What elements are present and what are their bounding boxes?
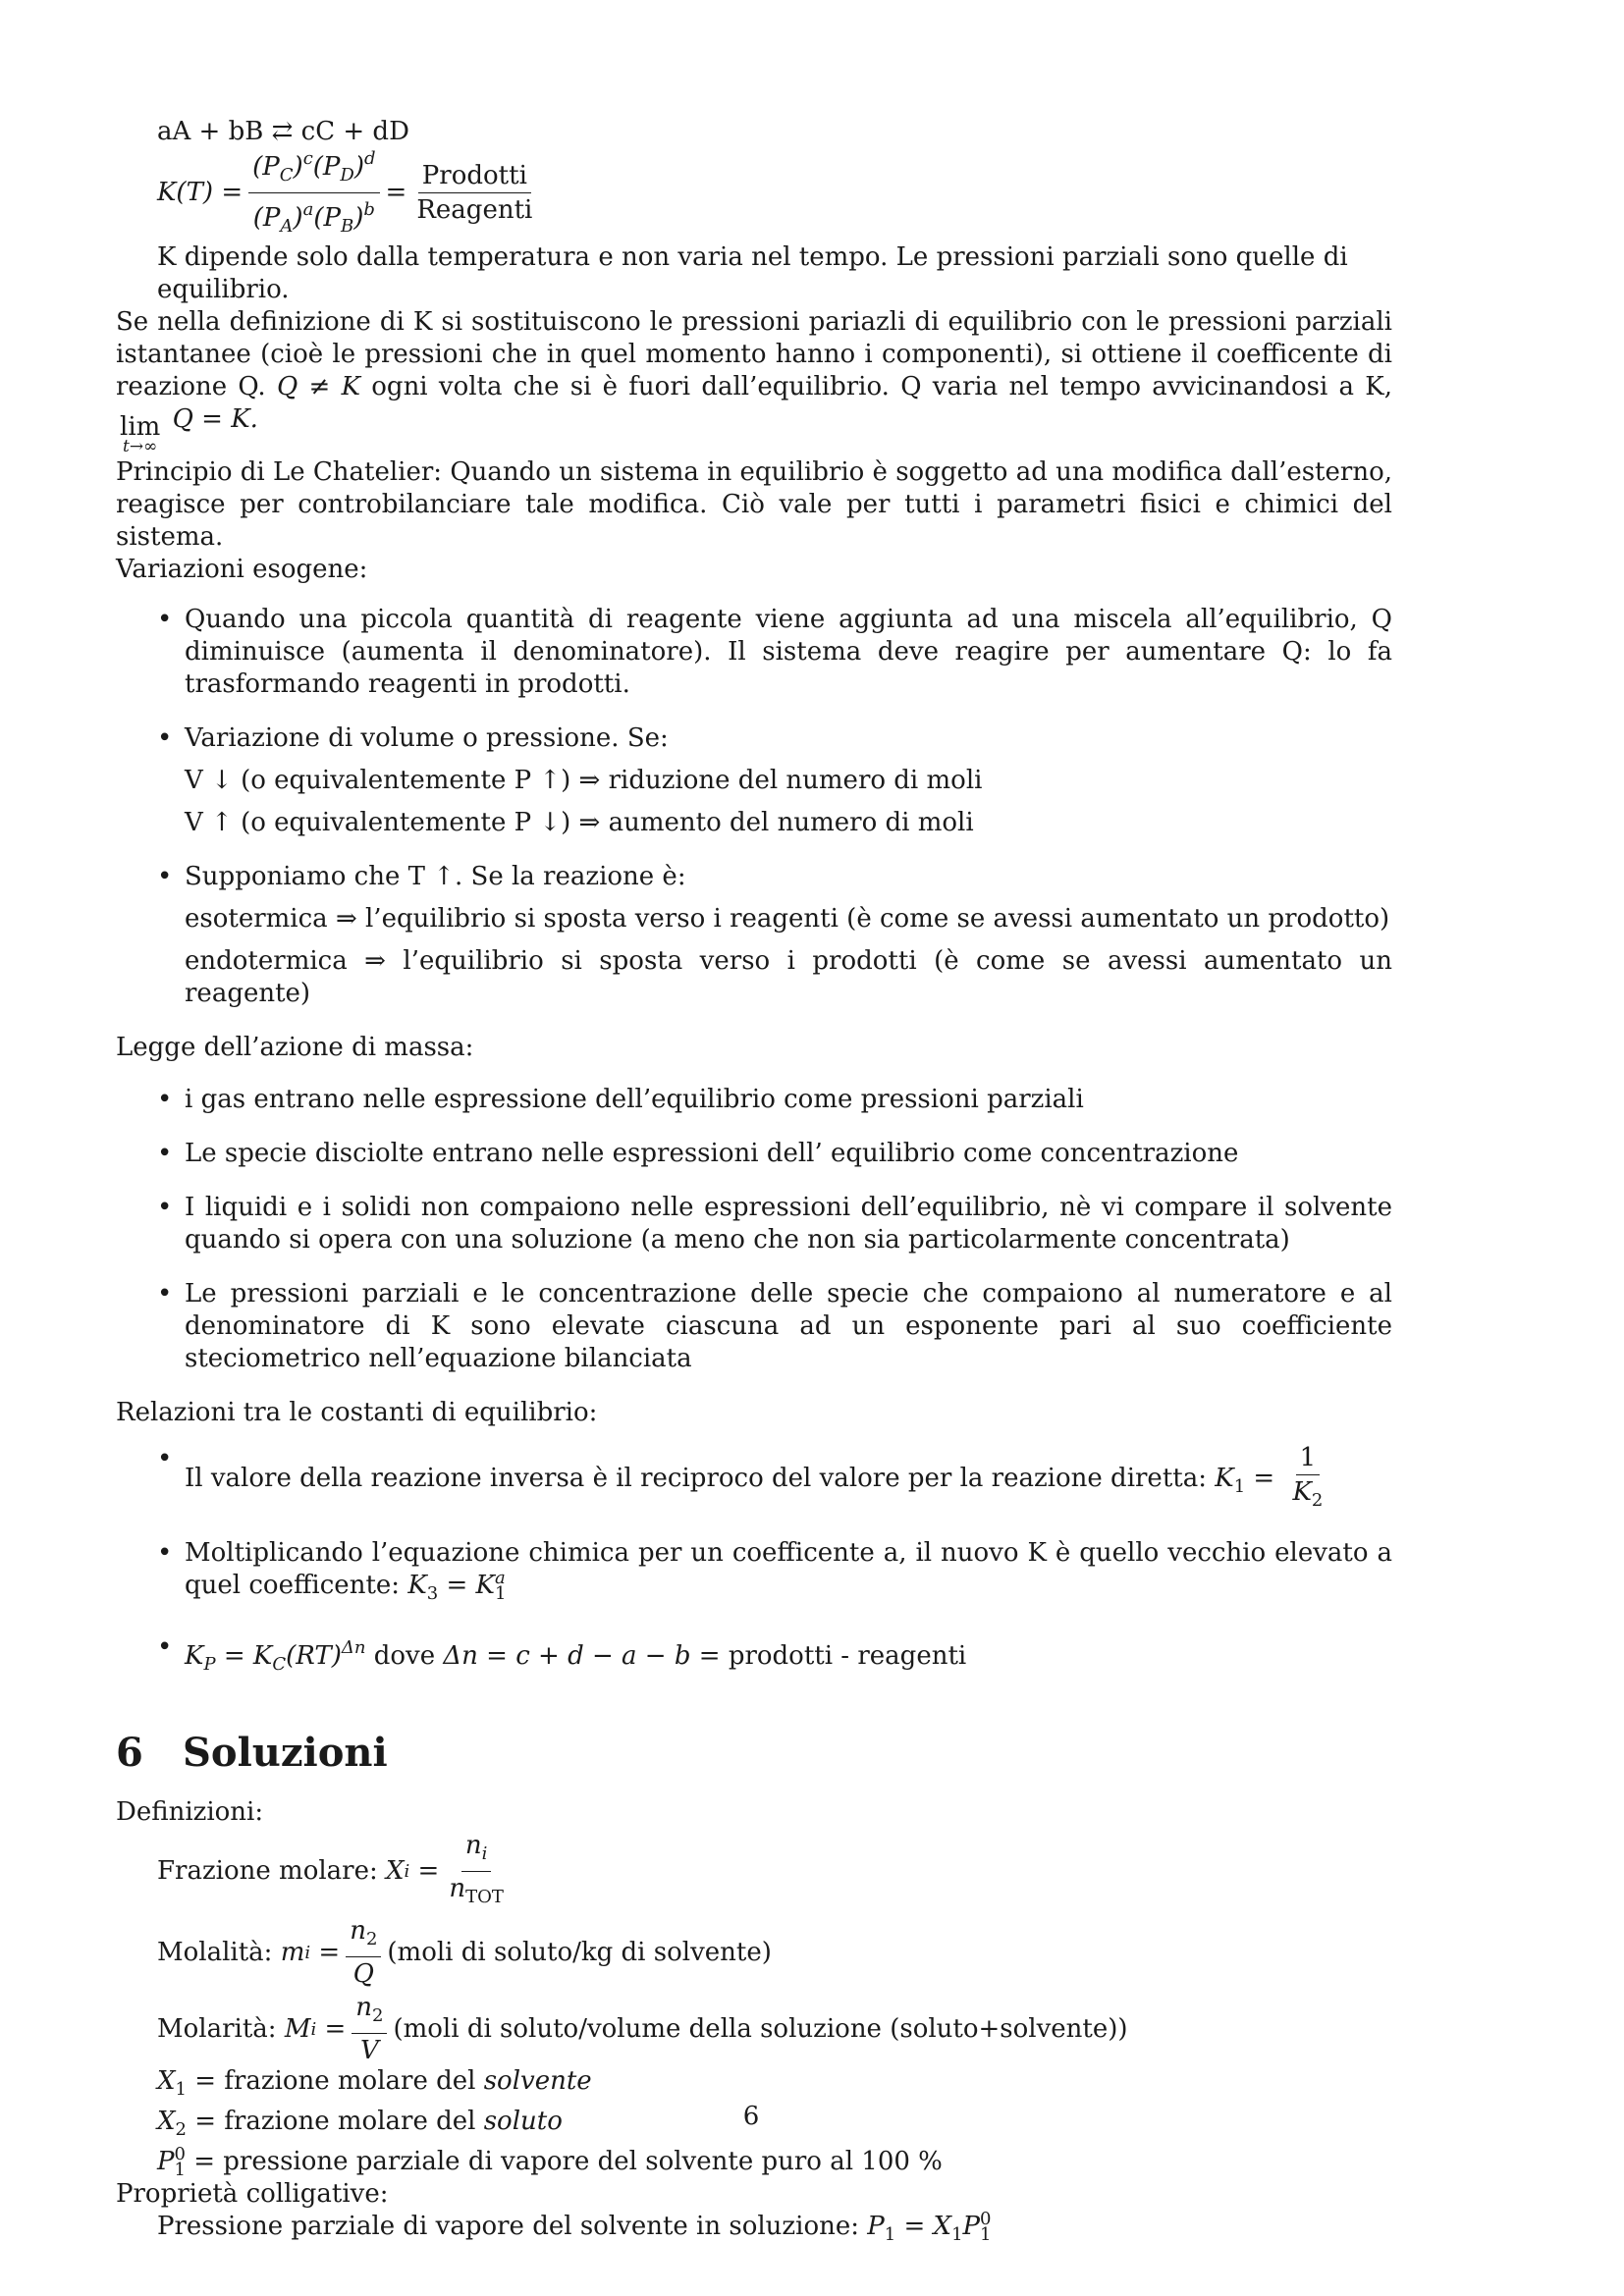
list-item: • Le pressioni parziali e le concentrazione delle specie che compaiono al numeratore e al denominatore di K sono elevate ciascuna ad un esponente pari al suo coefficiente steciometrico nell’equazione bilanciata	[116, 1278, 1392, 1375]
k-definition-equation: K(T) = $\frac{(P_C)^c(P_D)^d}{(P_A)^a(P_B)^b}$ = $\frac{\text{Prodotti}}{\text{Reagenti}}$	[116, 144, 1392, 241]
x2-definition: $X_2$ = frazione molare del soluto	[157, 2107, 563, 2140]
colligative-heading: Proprietà colligative:	[116, 2179, 389, 2209]
list-item: • I liquidi e i solidi non compaiono nelle espressioni dell’equilibrio, nè vi compare il solvente quando si opera con una soluzione (a meno che non sia particolarmente concentrata)	[116, 1192, 1392, 1256]
variazioni-heading: Variazioni esogene:	[116, 555, 368, 584]
molalita-fraction: $\frac{n_2}{Q}$	[346, 1916, 381, 1989]
reagenti-label: Reagenti	[416, 195, 533, 225]
k-temperature-note: K dipende solo dalla temperatura e non varia nel tempo. Le pressioni parziali sono quelle di equilibrio.	[157, 242, 1348, 304]
reciprocal-fraction: $\frac{1}{K_2}$	[1292, 1443, 1324, 1511]
variazioni-list	[116, 604, 1392, 1010]
x1-definition: $X_1$ = frazione molare del solvente	[157, 2066, 592, 2100]
p10-definition: P 0 1 = pressione parziale di vapore del solvente puro al 100 %	[157, 2144, 943, 2180]
list-item: • Supponiamo che T ↑. Se la reazione è: esotermica ⇒ l’equilibrio si sposta verso i reagenti (è come se avessi aumentato un prodotto) endotermica ⇒ l’equilibrio si sposta verso i prodotti (è come se avessi aumentato un reagente)	[116, 861, 1392, 1010]
section-number: 6	[116, 1730, 143, 1776]
molarita-line: Molarità: M i = $\frac{n_2}{V}$ (moli di soluto/volume della soluzione (soluto+solvente))	[157, 1993, 1128, 2065]
k-fraction-numerator: $(P_C)^c(P_D)^d$	[248, 144, 379, 193]
k-fraction-denominator: $(P_A)^a(P_B)^b$	[252, 199, 375, 237]
frazione-fraction: $\frac{n_i}{n_{TOT}}$	[449, 1831, 504, 1907]
legge-list	[116, 1084, 1392, 1375]
q-neq-k: Q ≠ K	[276, 372, 360, 401]
definizioni-heading: Definizioni:	[116, 1797, 264, 1827]
section-title: Soluzioni	[183, 1730, 388, 1776]
list-item: • $K_P = K_C(RT)^{\Delta n}$ dove Δn = c + d − a − b = prodotti - reagenti	[116, 1631, 1392, 1681]
k-fraction	[248, 144, 379, 241]
prodotti-reagenti-fraction	[412, 161, 536, 225]
prodotti-label: Prodotti	[418, 161, 531, 193]
relazioni-heading: Relazioni tra le costanti di equilibrio:	[116, 1398, 598, 1427]
limit-expression: lim t→∞	[120, 412, 161, 456]
list-item: • Moltiplicando l’equazione chimica per un coefficente a, il nuovo K è quello vecchio elevato a quel coefficente: $K_3 = K$ a 1	[116, 1537, 1392, 1610]
list-item: • Le specie disciolte entrano nelle espressioni dell’ equilibrio come concentrazione	[116, 1138, 1392, 1170]
q-coefficient-paragraph: Se nella definizione di K si sostituiscono le pressioni pariazli di equilibrio con le pressioni parziali istantanee (cioè le pressioni che in quel momento hanno i componenti), si ottiene il coefficente di reazione Q. Q ≠ K ogni volta che si è fuori dall’equilibrio. Q varia nel tempo avvicinandosi a K, lim t→∞ Q = K.	[116, 307, 1392, 456]
molarita-fraction: $\frac{n_2}{V}$	[352, 1993, 387, 2065]
list-item: • i gas entrano nelle espressione dell’equilibrio come pressioni parziali	[116, 1084, 1392, 1116]
page-number: 6	[742, 2102, 760, 2131]
colligative-line: Pressione parziale di vapore del solvente in soluzione: $P_1 = X_1P$ 0 1	[157, 2209, 992, 2245]
legge-heading: Legge dell’azione di massa:	[116, 1033, 474, 1062]
frazione-molare-line: Frazione molare: X i = $\frac{n_i}{n_{TOT}}$	[116, 1831, 1392, 1912]
section-heading	[116, 1730, 1392, 1777]
list-item: • Il valore della reazione inversa è il reciproco del valore per la reazione diretta: $K_1$ = $\frac{1}{K_2}$	[116, 1443, 1392, 1516]
list-item: • Variazione di volume o pressione. Se: V ↓ (o equivalentemente P ↑) ⇒ riduzione del numero di moli V ↑ (o equivalentemente P ↓) ⇒ aumento del numero di moli	[116, 722, 1392, 839]
le-chatelier-paragraph: Principio di Le Chatelier: Quando un sistema in equilibrio è soggetto ad una modifica dall’esterno, reagisce per controbilanciare tale modifica. Ciò vale per tutti i parametri fisici e chimici del sistema.	[116, 457, 1392, 552]
reaction-text: aA + bB ⇄ cC + dD	[157, 117, 409, 146]
document-page	[116, 116, 1392, 2251]
k-lhs: K(T) =	[157, 178, 244, 207]
relazioni-list	[116, 1443, 1392, 1681]
molalita-line: Molalità: m i = $\frac{n_2}{Q}$ (moli di soluto/kg di solvente)	[157, 1916, 772, 1989]
list-item: • Quando una piccola quantità di reagente viene aggiunta ad una miscela all’equilibrio, Q diminuisce (aumenta il denominatore). Il sistema deve reagire per aumentare Q: lo fa trasformando reagenti in prodotti.	[116, 604, 1392, 701]
